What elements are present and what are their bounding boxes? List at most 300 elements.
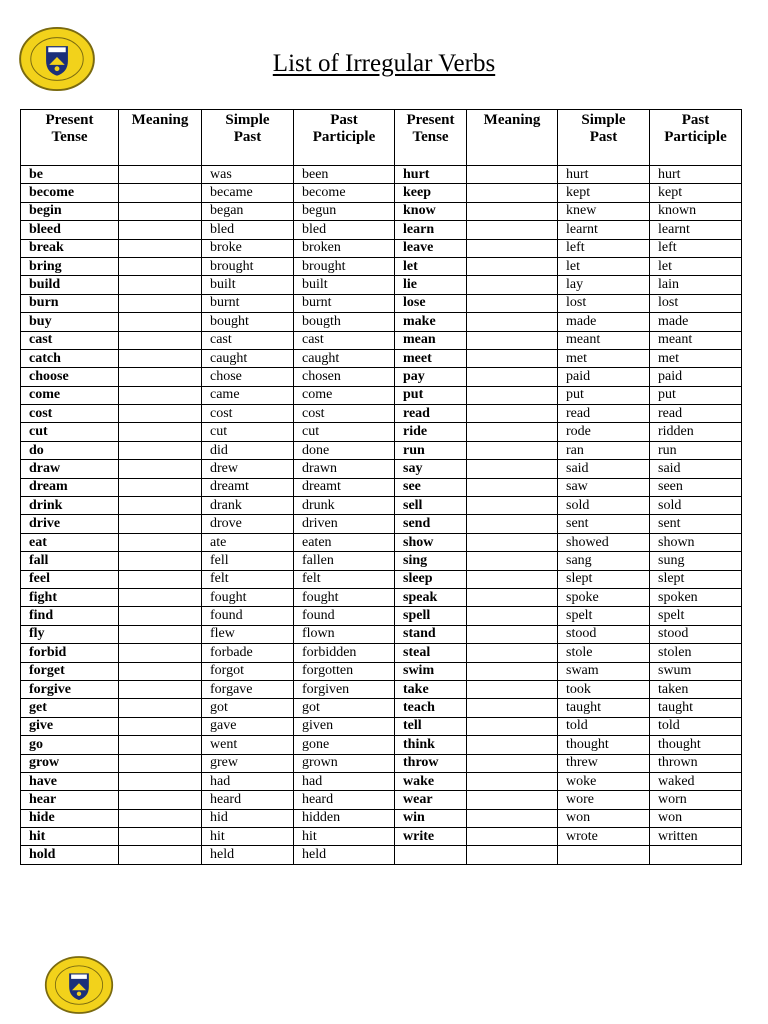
simple-past-cell: sang [558,552,650,570]
simple-past-cell: paid [558,368,650,386]
simple-past-cell: burnt [202,294,294,312]
table-row [21,276,742,294]
simple-past-cell: thought [558,736,650,754]
past-participle-cell: sold [650,497,742,515]
column-header-line: Participle [664,129,727,145]
present-tense-cell: learn [395,221,467,239]
meaning-cell [467,313,558,331]
meaning-cell [119,680,202,698]
present-tense-cell: eat [21,533,119,551]
meaning-cell [467,644,558,662]
table-row [21,478,742,496]
simple-past-cell: fell [202,552,294,570]
past-participle-cell: done [294,441,395,459]
present-tense-cell: forget [21,662,119,680]
column-header [202,110,294,166]
present-tense-cell: see [395,478,467,496]
table-row [21,588,742,606]
simple-past-cell: sent [558,515,650,533]
meaning-cell [119,828,202,846]
present-tense-cell: put [395,386,467,404]
meaning-cell [119,368,202,386]
meaning-cell [467,533,558,551]
present-tense-cell: ride [395,423,467,441]
column-header [294,110,395,166]
past-participle-cell: put [650,386,742,404]
column-header-line: Present [406,112,455,128]
simple-past-cell: hit [202,828,294,846]
past-participle-cell: gone [294,736,395,754]
meaning-cell [119,184,202,202]
meaning-cell [467,828,558,846]
present-tense-cell: steal [395,644,467,662]
present-tense-cell: begin [21,202,119,220]
simple-past-cell: wrote [558,828,650,846]
column-header-line: Past [233,129,262,145]
meaning-cell [467,441,558,459]
simple-past-cell: ate [202,533,294,551]
past-participle-cell: felt [294,570,395,588]
meaning-cell [119,588,202,606]
simple-past-cell: wore [558,791,650,809]
past-participle-cell: let [650,257,742,275]
simple-past-cell: drove [202,515,294,533]
present-tense-cell: fly [21,625,119,643]
present-tense-cell: teach [395,699,467,717]
past-participle-cell: hit [294,828,395,846]
column-header [21,110,119,166]
past-participle-cell: flown [294,625,395,643]
simple-past-cell: saw [558,478,650,496]
table-row [21,828,742,846]
past-participle-cell: cut [294,423,395,441]
table-row [21,386,742,404]
meaning-cell [467,791,558,809]
meaning-cell [119,717,202,735]
past-participle-cell: heard [294,791,395,809]
present-tense-cell: hit [21,828,119,846]
meaning-cell [119,497,202,515]
past-participle-cell: fought [294,588,395,606]
column-header-line: Past [681,112,710,128]
past-participle-cell: forgiven [294,680,395,698]
meaning-cell [119,386,202,404]
meaning-cell [467,239,558,257]
past-participle-cell: drunk [294,497,395,515]
meaning-cell [467,607,558,625]
header-row [21,110,742,166]
past-participle-cell: taken [650,680,742,698]
meaning-cell [119,809,202,827]
present-tense-cell: leave [395,239,467,257]
present-tense-cell: lose [395,294,467,312]
past-participle-cell: had [294,772,395,790]
simple-past-cell: lost [558,294,650,312]
present-tense-cell: drive [21,515,119,533]
meaning-cell [119,313,202,331]
simple-past-cell: showed [558,533,650,551]
table-row [21,166,742,184]
present-tense-cell: keep [395,184,467,202]
meaning-cell [467,276,558,294]
simple-past-cell: hurt [558,166,650,184]
irregular-verbs-table [20,109,742,865]
simple-past-cell: spoke [558,588,650,606]
present-tense-cell: dream [21,478,119,496]
simple-past-cell [558,846,650,864]
past-participle-cell: swum [650,662,742,680]
meaning-cell [467,515,558,533]
table-row [21,515,742,533]
present-tense-cell: wear [395,791,467,809]
past-participle-cell: thrown [650,754,742,772]
column-header-line: Tense [51,129,88,145]
present-tense-cell: throw [395,754,467,772]
present-tense-cell: choose [21,368,119,386]
present-tense-cell: fight [21,588,119,606]
meaning-cell [119,772,202,790]
meaning-cell [119,405,202,423]
school-crest-logo-footer [44,954,114,1016]
present-tense-cell: feel [21,570,119,588]
past-participle-cell: got [294,699,395,717]
simple-past-cell: threw [558,754,650,772]
past-participle-cell: told [650,717,742,735]
table-row [21,809,742,827]
table-row [21,184,742,202]
simple-past-cell: came [202,386,294,404]
present-tense-cell: forgive [21,680,119,698]
present-tense-cell: send [395,515,467,533]
past-participle-cell: worn [650,791,742,809]
past-participle-cell: found [294,607,395,625]
present-tense-cell: say [395,460,467,478]
present-tense-cell: write [395,828,467,846]
meaning-cell [119,331,202,349]
meaning-cell [467,423,558,441]
present-tense-cell: sleep [395,570,467,588]
column-header-line: Simple [581,112,626,128]
meaning-cell [467,202,558,220]
present-tense-cell: cast [21,331,119,349]
simple-past-cell: drew [202,460,294,478]
table-row [21,717,742,735]
present-tense-cell: draw [21,460,119,478]
meaning-cell [467,478,558,496]
past-participle-cell: thought [650,736,742,754]
table-body [21,166,742,865]
meaning-cell [119,699,202,717]
table-row [21,680,742,698]
present-tense-cell: read [395,405,467,423]
meaning-cell [119,349,202,367]
present-tense-cell: find [21,607,119,625]
simple-past-cell: taught [558,699,650,717]
simple-past-cell: got [202,699,294,717]
past-participle-cell: come [294,386,395,404]
present-tense-cell: win [395,809,467,827]
simple-past-cell: won [558,809,650,827]
table-row [21,441,742,459]
table-row [21,202,742,220]
simple-past-cell: swam [558,662,650,680]
past-participle-cell: bougth [294,313,395,331]
simple-past-cell: read [558,405,650,423]
table-row [21,405,742,423]
meaning-cell [467,405,558,423]
simple-past-cell: was [202,166,294,184]
past-participle-cell: sung [650,552,742,570]
simple-past-cell: kept [558,184,650,202]
meaning-cell [119,552,202,570]
present-tense-cell: fall [21,552,119,570]
meaning-cell [467,754,558,772]
meaning-cell [119,239,202,257]
present-tense-cell: bleed [21,221,119,239]
past-participle-cell [650,846,742,864]
simple-past-cell: drank [202,497,294,515]
present-tense-cell: hear [21,791,119,809]
page-title: List of Irregular Verbs [272,50,496,77]
meaning-cell [119,846,202,864]
column-header [558,110,650,166]
past-participle-cell: waked [650,772,742,790]
table-row [21,331,742,349]
table-row [21,699,742,717]
past-participle-cell: fallen [294,552,395,570]
simple-past-cell: built [202,276,294,294]
simple-past-cell: bought [202,313,294,331]
meaning-cell [119,607,202,625]
table-row [21,497,742,515]
present-tense-cell: bring [21,257,119,275]
meaning-cell [467,166,558,184]
meaning-cell [467,846,558,864]
table-row [21,772,742,790]
present-tense-cell: meet [395,349,467,367]
past-participle-cell: caught [294,349,395,367]
past-participle-cell: bled [294,221,395,239]
present-tense-cell: make [395,313,467,331]
past-participle-cell: hurt [650,166,742,184]
simple-past-cell: flew [202,625,294,643]
present-tense-cell: break [21,239,119,257]
column-header [119,110,202,166]
past-participle-cell: made [650,313,742,331]
present-tense-cell [395,846,467,864]
simple-past-cell: cut [202,423,294,441]
present-tense-cell: get [21,699,119,717]
table-row [21,533,742,551]
simple-past-cell: dreamt [202,478,294,496]
simple-past-cell: fought [202,588,294,606]
present-tense-cell: lie [395,276,467,294]
past-participle-cell: written [650,828,742,846]
present-tense-cell: cost [21,405,119,423]
table-header [21,110,742,166]
table-row [21,313,742,331]
meaning-cell [119,570,202,588]
simple-past-cell: stood [558,625,650,643]
simple-past-cell: lay [558,276,650,294]
present-tense-cell: sing [395,552,467,570]
past-participle-cell: read [650,405,742,423]
present-tense-cell: be [21,166,119,184]
meaning-cell [119,294,202,312]
past-participle-cell: known [650,202,742,220]
meaning-cell [119,423,202,441]
present-tense-cell: let [395,257,467,275]
present-tense-cell: drink [21,497,119,515]
past-participle-cell: kept [650,184,742,202]
past-participle-cell: brought [294,257,395,275]
present-tense-cell: tell [395,717,467,735]
meaning-cell [467,699,558,717]
present-tense-cell: mean [395,331,467,349]
table-row [21,368,742,386]
past-participle-cell: cost [294,405,395,423]
meaning-cell [119,166,202,184]
past-participle-cell: forgotten [294,662,395,680]
past-participle-cell: said [650,460,742,478]
simple-past-cell: stole [558,644,650,662]
simple-past-cell: sold [558,497,650,515]
meaning-cell [467,625,558,643]
simple-past-cell: became [202,184,294,202]
simple-past-cell: learnt [558,221,650,239]
column-header-line: Tense [412,129,449,145]
simple-past-cell: rode [558,423,650,441]
past-participle-cell: been [294,166,395,184]
past-participle-cell: slept [650,570,742,588]
simple-past-cell: cast [202,331,294,349]
simple-past-cell: held [202,846,294,864]
table-row [21,570,742,588]
simple-past-cell: did [202,441,294,459]
past-participle-cell: drawn [294,460,395,478]
table-row [21,349,742,367]
column-header-line: Meaning [131,112,189,128]
present-tense-cell: spell [395,607,467,625]
meaning-cell [119,644,202,662]
simple-past-cell: knew [558,202,650,220]
present-tense-cell: forbid [21,644,119,662]
meaning-cell [467,809,558,827]
simple-past-cell: meant [558,331,650,349]
present-tense-cell: buy [21,313,119,331]
meaning-cell [119,515,202,533]
simple-past-cell: grew [202,754,294,772]
simple-past-cell: ran [558,441,650,459]
past-participle-cell: shown [650,533,742,551]
past-participle-cell: built [294,276,395,294]
past-participle-cell: stood [650,625,742,643]
table-row [21,294,742,312]
present-tense-cell: burn [21,294,119,312]
past-participle-cell: burnt [294,294,395,312]
simple-past-cell: forgot [202,662,294,680]
simple-past-cell: forgave [202,680,294,698]
column-header-line: Meaning [483,112,541,128]
table-row [21,460,742,478]
present-tense-cell: stand [395,625,467,643]
simple-past-cell: caught [202,349,294,367]
past-participle-cell: chosen [294,368,395,386]
past-participle-cell: ridden [650,423,742,441]
past-participle-cell: taught [650,699,742,717]
simple-past-cell: told [558,717,650,735]
simple-past-cell: woke [558,772,650,790]
meaning-cell [467,717,558,735]
simple-past-cell: chose [202,368,294,386]
meaning-cell [467,772,558,790]
simple-past-cell: took [558,680,650,698]
past-participle-cell: learnt [650,221,742,239]
simple-past-cell: spelt [558,607,650,625]
meaning-cell [119,662,202,680]
table-row [21,754,742,772]
past-participle-cell: cast [294,331,395,349]
meaning-cell [467,570,558,588]
past-participle-cell: grown [294,754,395,772]
simple-past-cell: left [558,239,650,257]
present-tense-cell: do [21,441,119,459]
present-tense-cell: sell [395,497,467,515]
past-participle-cell: driven [294,515,395,533]
meaning-cell [467,552,558,570]
meaning-cell [467,221,558,239]
meaning-cell [467,331,558,349]
meaning-cell [467,680,558,698]
meaning-cell [119,533,202,551]
past-participle-cell: begun [294,202,395,220]
table-row [21,423,742,441]
present-tense-cell: run [395,441,467,459]
present-tense-cell: build [21,276,119,294]
present-tense-cell: swim [395,662,467,680]
simple-past-cell: slept [558,570,650,588]
past-participle-cell: lain [650,276,742,294]
past-participle-cell: given [294,717,395,735]
column-header-line: Participle [312,129,376,145]
past-participle-cell: won [650,809,742,827]
present-tense-cell: have [21,772,119,790]
past-participle-cell: left [650,239,742,257]
past-participle-cell: spoken [650,588,742,606]
column-header-line: Present [45,112,94,128]
past-participle-cell: run [650,441,742,459]
simple-past-cell: found [202,607,294,625]
meaning-cell [467,460,558,478]
table-row [21,221,742,239]
simple-past-cell: broke [202,239,294,257]
simple-past-cell: met [558,349,650,367]
column-header [467,110,558,166]
column-header-line: Past [589,129,618,145]
present-tense-cell: pay [395,368,467,386]
meaning-cell [467,184,558,202]
meaning-cell [119,257,202,275]
simple-past-cell: cost [202,405,294,423]
meaning-cell [119,276,202,294]
past-participle-cell: stolen [650,644,742,662]
present-tense-cell: cut [21,423,119,441]
meaning-cell [119,478,202,496]
present-tense-cell: come [21,386,119,404]
simple-past-cell: hid [202,809,294,827]
past-participle-cell: become [294,184,395,202]
meaning-cell [467,349,558,367]
